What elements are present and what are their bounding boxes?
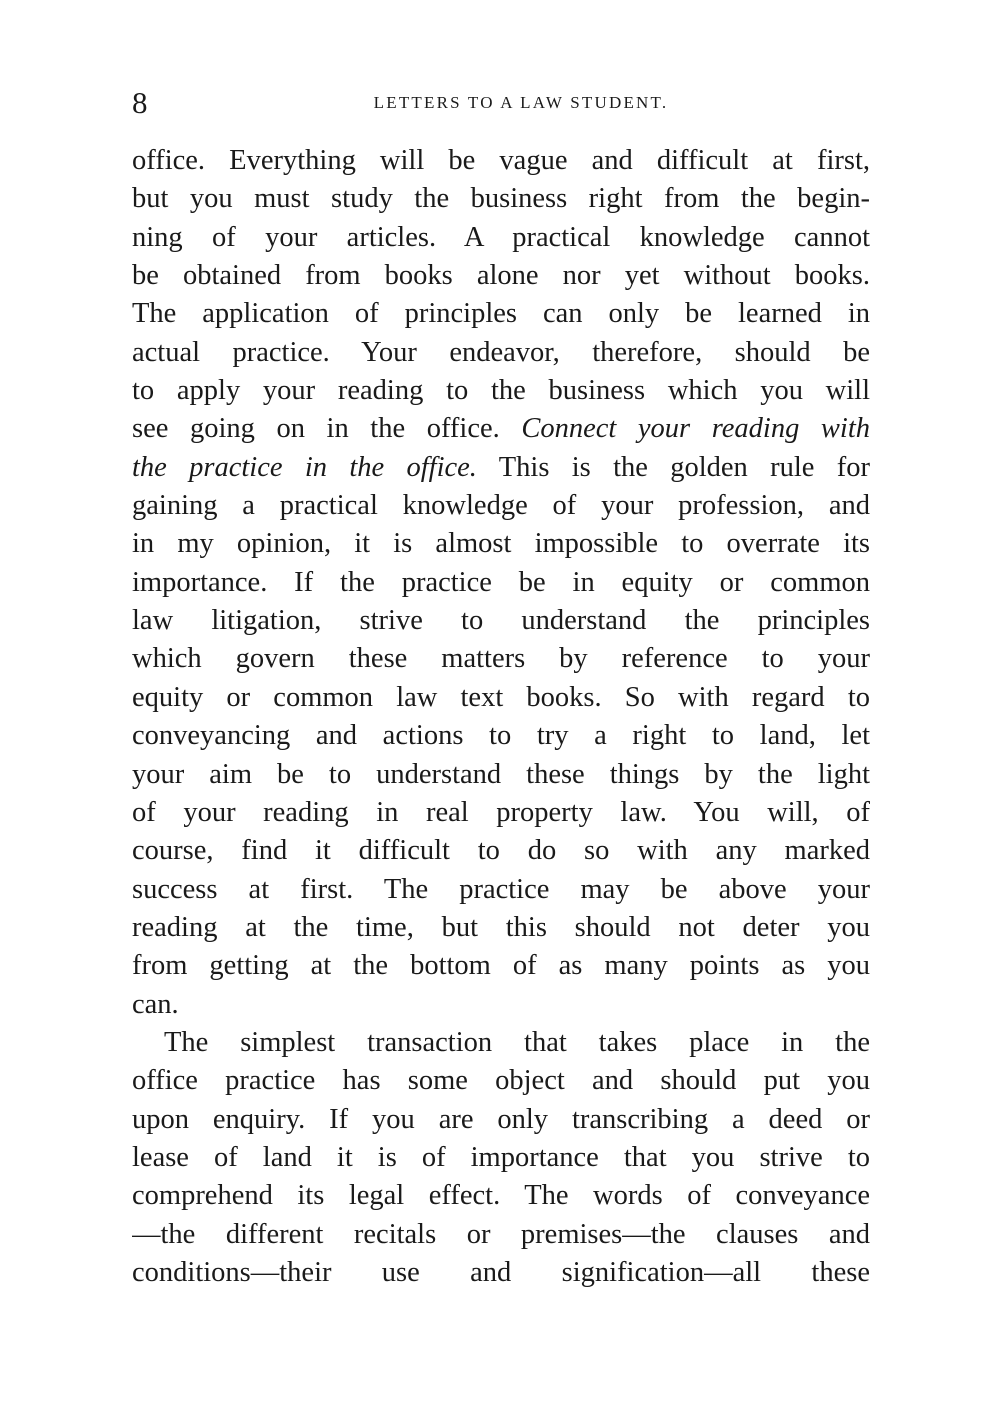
text-line: but you must study the business right from the begin- [132, 183, 870, 215]
text-line: office. Everything will be vague and difficult at first, [132, 145, 870, 176]
text-line: actual practice. Your endeavor, therefore, should be [132, 336, 870, 368]
text-line: from getting at the bottom of as many points as you [132, 950, 870, 982]
text-line: office practice has some object and should put you [132, 1065, 870, 1097]
paragraph-start-line: The simplest transaction that takes place in the [164, 1026, 870, 1058]
text-line: course, find it difficult to do so with any marked [132, 835, 870, 867]
text-line: conditions—their use and signification—all these [132, 1256, 870, 1288]
text-line: of your reading in real property law. You will, of [132, 796, 870, 828]
text-line: upon enquiry. If you are only transcribing a deed or [132, 1103, 870, 1135]
text-line: —the different recitals or premises—the clauses and [132, 1218, 870, 1250]
text-line: equity or common law text books. So with regard to [132, 681, 870, 713]
body-text [132, 142, 870, 1292]
text-line: conveyancing and actions to try a right to land, let [132, 720, 870, 752]
text-line: lease of land it is of importance that you strive to [132, 1141, 870, 1173]
text-line [132, 410, 870, 448]
text-line: The application of principles can only be learned in [132, 298, 870, 330]
text-line: which govern these matters by reference to your [132, 643, 870, 675]
text-line: in my opinion, it is almost impossible to overrate its [132, 528, 870, 560]
paragraph-end-line: can. [132, 988, 179, 1020]
text-line: importance. If the practice be in equity or common [132, 566, 870, 598]
text-run: see going on in the office. [132, 413, 522, 445]
text-line: your aim be to understand these things by the light [132, 758, 870, 790]
italic-run: Connect your reading with [521, 413, 870, 445]
text-line: be obtained from books alone nor yet without books. [132, 260, 870, 292]
text-line: success at first. The practice may be above your [132, 873, 870, 905]
text-line: reading at the time, but this should not deter you [132, 911, 870, 943]
text-run: This is the golden rule for [476, 451, 870, 483]
text-line: comprehend its legal effect. The words of conveyance [132, 1180, 870, 1212]
running-head [132, 86, 870, 120]
text-line [132, 449, 870, 487]
italic-run: the practice in the office. [132, 451, 477, 483]
running-title: LETTERS TO A LAW STUDENT. [373, 93, 669, 112]
page-number: 8 [132, 85, 148, 120]
text-line: gaining a practical knowledge of your profession, and [132, 490, 870, 522]
text-line: ning of your articles. A practical knowledge cannot [132, 221, 870, 253]
text-line: law litigation, strive to understand the principles [132, 605, 870, 637]
text-line: to apply your reading to the business which you will [132, 375, 870, 407]
